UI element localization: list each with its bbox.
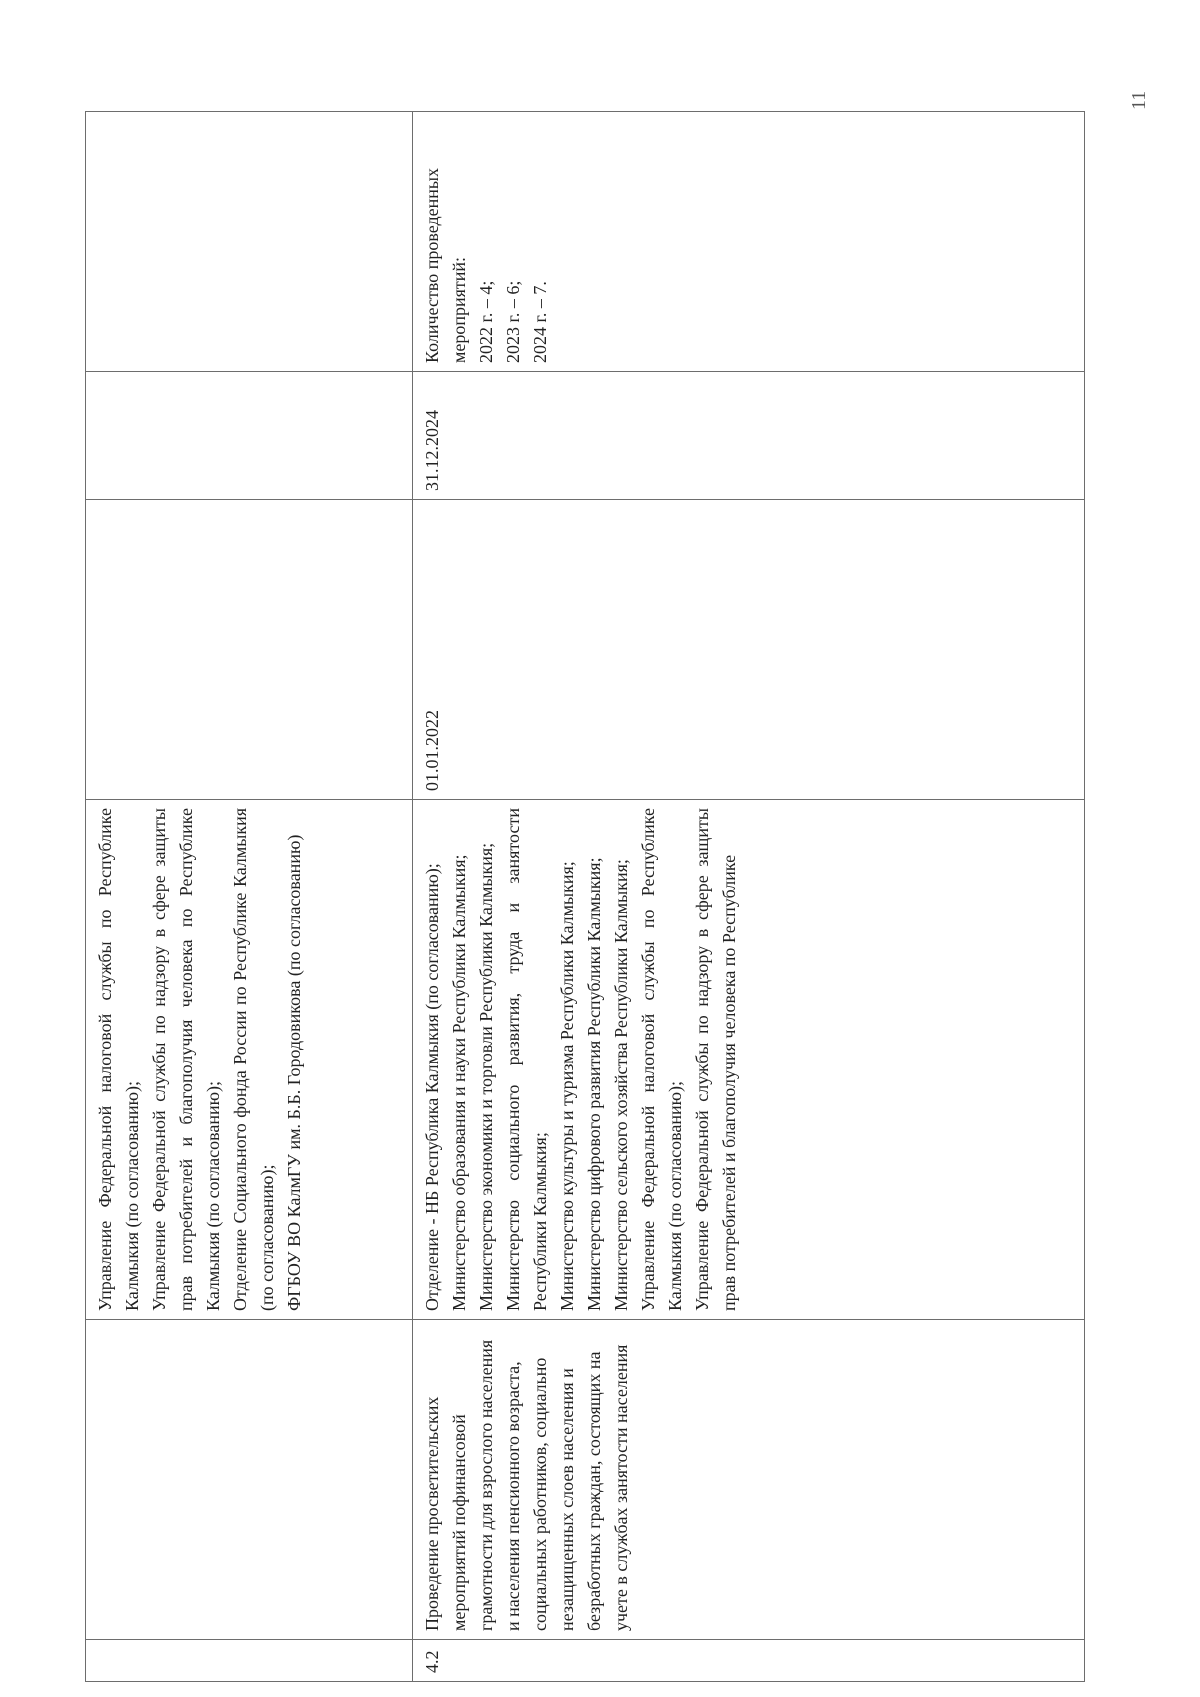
executor-item: ФГБОУ ВО КалмГУ им. Б.Б. Городовикова (по согласованию) <box>284 834 304 1311</box>
plan-table <box>85 111 1085 1682</box>
executors-cell <box>413 800 1085 1320</box>
executor-item: Министерство сельского хозяйства Республики Калмыкия; <box>611 859 631 1311</box>
activity-cell: Проведение просветительских мероприятий пофинансовой грамотности для взрослого населения и населения пенсионного возраста, социальных работников, социально незащищенных слоев населения и безработных граждан, состоящих на учете в службах занятости населения <box>413 1320 1085 1640</box>
indicator-line: 2024 г. – 7. <box>530 281 550 363</box>
executor-item: Управление Федеральной налоговой службы по Республике Калмыкия (по согласованию); <box>95 808 142 1311</box>
page-number: 11 <box>1128 90 1150 110</box>
indicator-line: 2022 г. – 4; <box>476 280 496 363</box>
executor-item: Управление Федеральной налоговой службы по Республике Калмыкия (по согласованию); <box>638 808 685 1311</box>
rotated-table-container <box>85 112 1085 1682</box>
start-date-cell: 01.01.2022 <box>413 500 1085 800</box>
executor-item: Министерство экономики и торговли Республики Калмыкия; <box>476 842 496 1311</box>
executor-item: Управление Федеральной службы по надзору в сфере защиты прав потребителей и благополучия человека по Республике Калмыкия (по согласованию); <box>149 808 223 1311</box>
executor-item: Управление Федеральной службы по надзору в сфере защиты прав потребителей и благополучия человека по Республике <box>692 808 739 1311</box>
executor-item: Министерство цифрового развития Республики Калмыкия; <box>584 857 604 1311</box>
indicator-cell <box>86 112 413 372</box>
row-number-cell: 4.2 <box>413 1640 1085 1682</box>
indicator-line: 2023 г. – 6; <box>503 280 523 363</box>
row-number-cell <box>86 1640 413 1682</box>
indicator-line: Количество проведенных мероприятий: <box>422 168 469 363</box>
activity-cell <box>86 1320 413 1640</box>
end-date-cell: 31.12.2024 <box>413 372 1085 500</box>
executor-item: Министерство образования и науки Республики Калмыкия; <box>449 854 469 1311</box>
end-date-cell <box>86 372 413 500</box>
executor-item: Министерство культуры и туризма Республики Калмыкия; <box>557 861 577 1311</box>
start-date-cell <box>86 500 413 800</box>
executor-item: Отделение - НБ Республика Калмыкия (по согласованию); <box>422 863 442 1311</box>
table-row-continuation <box>86 112 413 1682</box>
executors-cell <box>86 800 413 1320</box>
table-row-4-2 <box>413 112 1085 1682</box>
indicator-cell <box>413 112 1085 372</box>
executor-item: Отделение Социального фонда России по Республике Калмыкия (по согласованию); <box>230 808 277 1311</box>
executor-item: Министерство социального развития, труда и занятости Республики Калмыкия; <box>503 808 550 1311</box>
